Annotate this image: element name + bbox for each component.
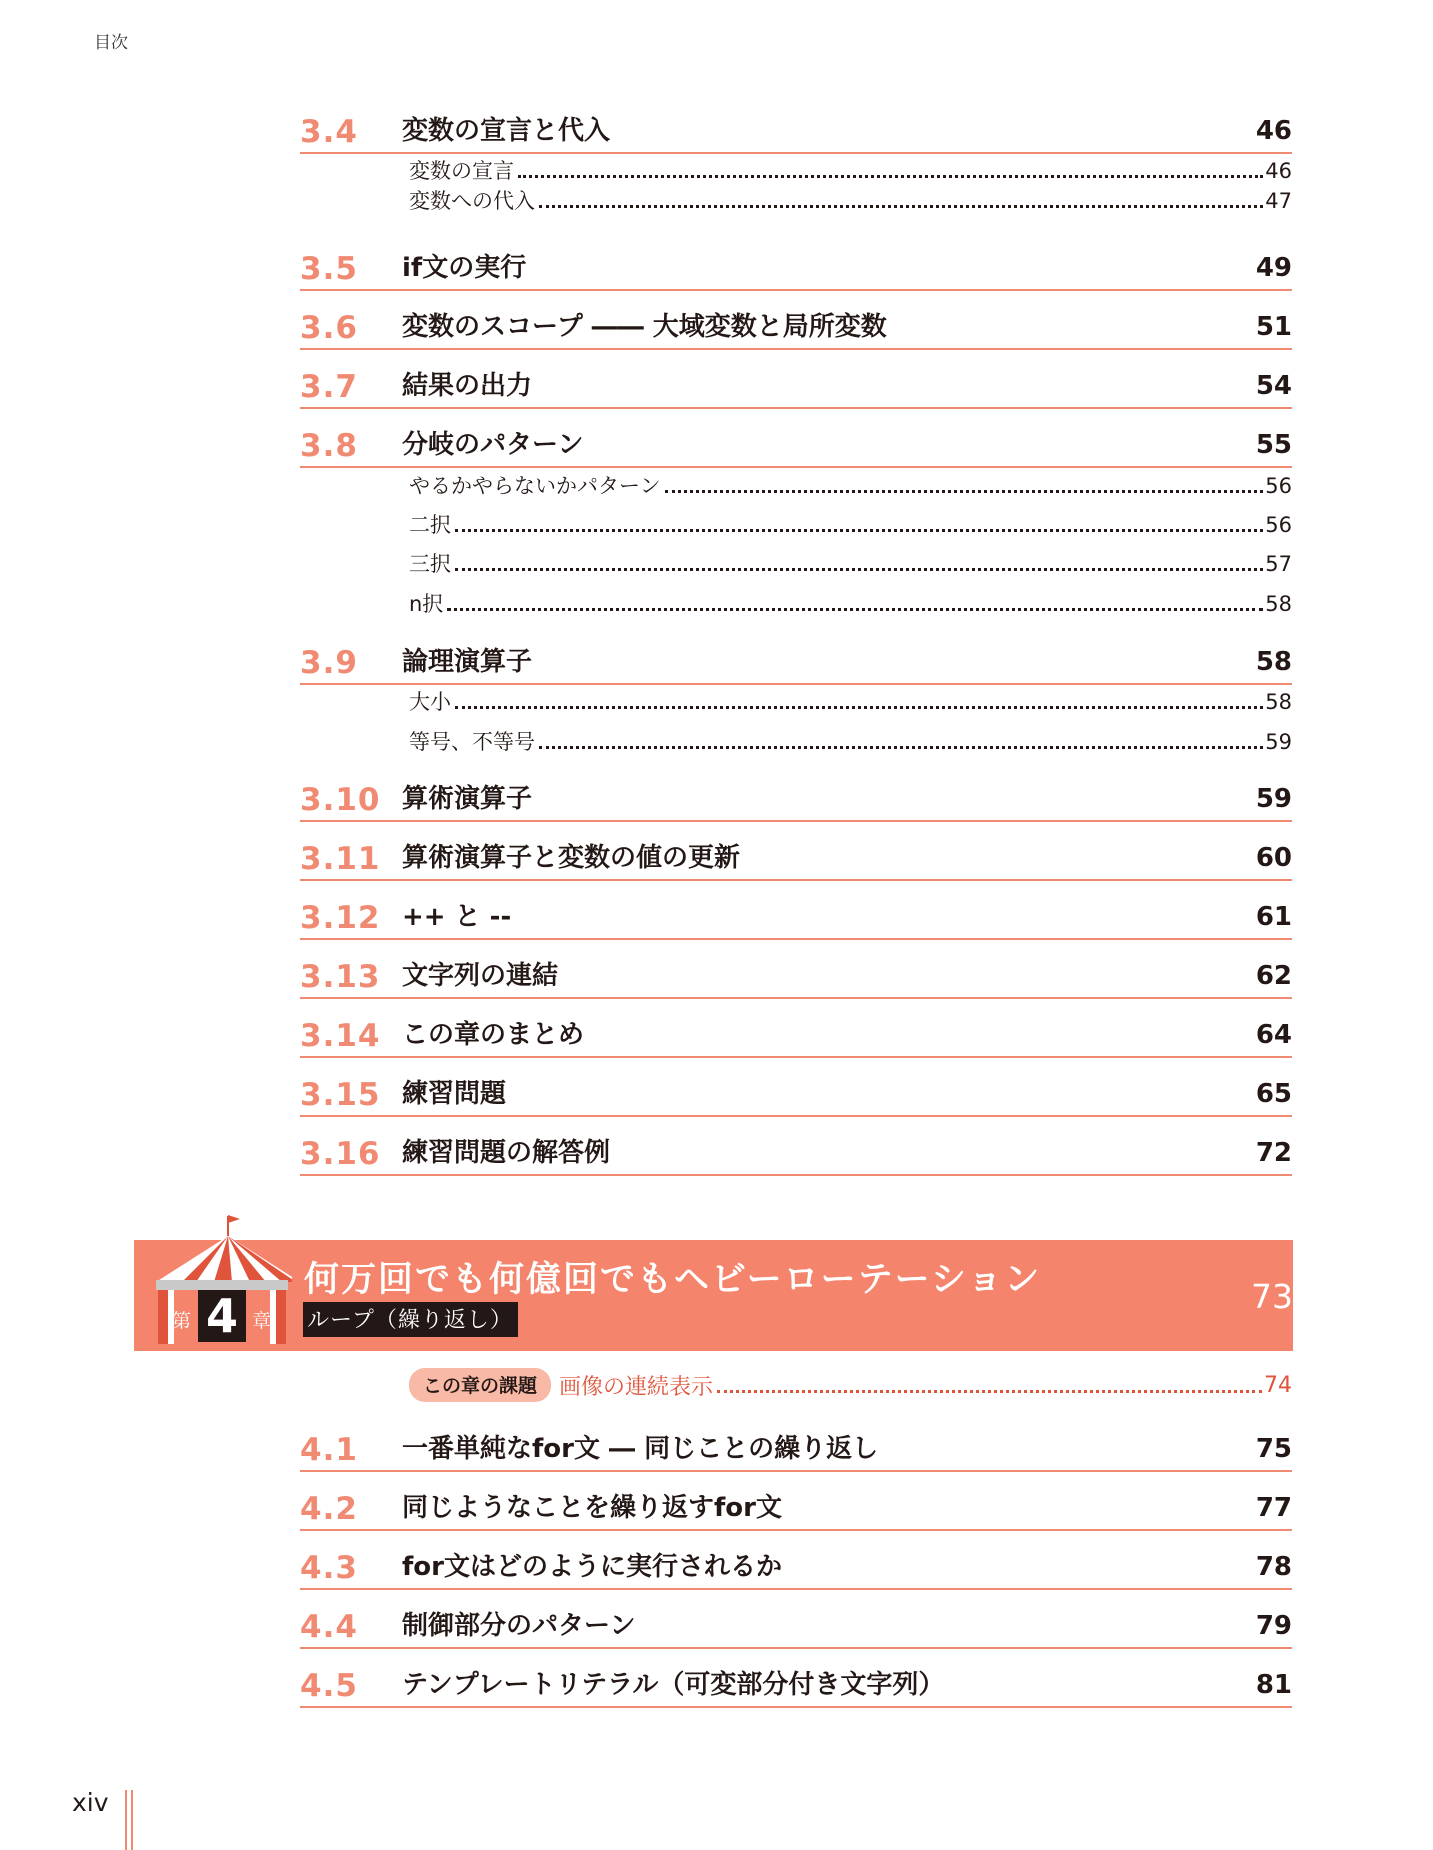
section-number: 3.11 [300, 841, 381, 877]
dot-leader [665, 490, 1264, 493]
toc-section-4-5[interactable] [300, 1664, 1292, 1708]
section-title: 結果の出力 [402, 371, 533, 401]
section-title: if文の実行 [402, 253, 527, 283]
toc-section-3-9[interactable] [300, 641, 1292, 685]
toc-section-3-5[interactable] [300, 247, 1292, 291]
section-page: 51 [1255, 312, 1292, 342]
subsection-page: 46 [1265, 159, 1292, 183]
toc-subsection[interactable] [409, 548, 1292, 578]
section-title: 分岐のパターン [402, 430, 584, 460]
section-page: 78 [1255, 1552, 1292, 1582]
section-page: 59 [1255, 784, 1292, 814]
toc-section-3-4[interactable] [300, 110, 1292, 154]
toc-section-3-7[interactable] [300, 365, 1292, 409]
section-number: 4.1 [300, 1432, 358, 1468]
section-page: 49 [1255, 253, 1292, 283]
section-title: for文はどのように実行されるか [402, 1552, 782, 1582]
section-number: 3.8 [300, 428, 358, 464]
section-title: 一番単純なfor文 ― 同じことの繰り返し [402, 1434, 879, 1464]
dot-leader [518, 175, 1263, 178]
subsection-page: 56 [1265, 474, 1292, 498]
subsection-page: 59 [1265, 730, 1292, 754]
toc-subsection[interactable] [409, 509, 1292, 539]
subsection-page: 47 [1265, 189, 1292, 213]
dot-leader [455, 529, 1263, 532]
section-title: 変数のスコープ ―― 大域変数と局所変数 [402, 312, 887, 342]
toc-section-4-2[interactable] [300, 1487, 1292, 1531]
section-title: 算術演算子と変数の値の更新 [402, 843, 741, 873]
page-number: xiv [72, 1788, 109, 1817]
section-title: テンプレートリテラル（可変部分付き文字列） [402, 1670, 945, 1700]
running-head: 目次 [94, 33, 128, 53]
dot-leader [455, 568, 1263, 571]
toc-section-4-3[interactable] [300, 1546, 1292, 1590]
toc-subsection[interactable] [409, 686, 1292, 716]
toc-section-3-10[interactable] [300, 778, 1292, 822]
section-page: 64 [1255, 1020, 1292, 1050]
subsection-page: 58 [1265, 690, 1292, 714]
subsection-label: 変数の宣言 [409, 159, 514, 183]
section-number: 3.10 [300, 782, 381, 818]
section-title: ++ と -- [402, 902, 512, 932]
toc-subsection[interactable] [409, 155, 1292, 185]
toc-subsection[interactable] [409, 470, 1292, 500]
section-number: 3.13 [300, 959, 381, 995]
section-number: 3.16 [300, 1136, 381, 1172]
dot-leader [539, 746, 1263, 749]
toc-section-4-1[interactable] [300, 1428, 1292, 1472]
subsection-label: 変数への代入 [409, 189, 535, 213]
section-title: 算術演算子 [402, 784, 533, 814]
section-page: 61 [1255, 902, 1292, 932]
section-title: 練習問題 [402, 1079, 507, 1109]
subsection-label: 三択 [409, 552, 451, 576]
dot-leader [539, 205, 1263, 208]
section-page: 79 [1255, 1611, 1292, 1641]
section-page: 77 [1255, 1493, 1292, 1523]
section-title: この章のまとめ [402, 1020, 585, 1050]
toc-subsection[interactable] [409, 726, 1292, 756]
chapter-suffix: 章 [252, 1310, 272, 1332]
subsection-page: 56 [1265, 513, 1292, 537]
toc-section-3-16[interactable] [300, 1132, 1292, 1176]
section-number: 4.3 [300, 1550, 358, 1586]
task-page: 74 [1264, 1372, 1292, 1398]
section-page: 60 [1255, 843, 1292, 873]
section-number: 3.6 [300, 310, 358, 346]
section-title: 練習問題の解答例 [402, 1138, 611, 1168]
section-number: 3.9 [300, 645, 358, 681]
section-page: 55 [1255, 430, 1292, 460]
section-number: 4.2 [300, 1491, 358, 1527]
chapter-title: 何万回でも何億回でもヘビーローテーション [304, 1260, 1042, 1300]
section-number: 3.7 [300, 369, 358, 405]
chapter-subtitle: ループ（繰り返し） [303, 1302, 518, 1337]
section-number: 4.4 [300, 1609, 358, 1645]
section-title: 文字列の連結 [402, 961, 559, 991]
toc-section-3-12[interactable] [300, 896, 1292, 940]
section-number: 4.5 [300, 1668, 358, 1704]
section-number: 3.12 [300, 900, 381, 936]
section-page: 58 [1255, 647, 1292, 677]
margin-rule [125, 1790, 127, 1850]
section-title: 論理演算子 [402, 647, 533, 677]
section-page: 46 [1255, 116, 1292, 146]
section-page: 65 [1255, 1079, 1292, 1109]
toc-section-3-13[interactable] [300, 955, 1292, 999]
subsection-label: 二択 [409, 513, 451, 537]
section-title: 同じようなことを繰り返すfor文 [402, 1493, 782, 1523]
section-number: 3.5 [300, 251, 358, 287]
section-page: 75 [1255, 1434, 1292, 1464]
section-number: 3.14 [300, 1018, 381, 1054]
section-page: 81 [1255, 1670, 1292, 1700]
chapter-prefix: 第 [172, 1310, 192, 1332]
toc-section-4-4[interactable] [300, 1605, 1292, 1649]
section-title: 変数の宣言と代入 [402, 116, 611, 146]
toc-section-3-11[interactable] [300, 837, 1292, 881]
subsection-page: 57 [1265, 552, 1292, 576]
dot-leader [447, 608, 1263, 611]
section-number: 3.15 [300, 1077, 381, 1113]
toc-section-3-15[interactable] [300, 1073, 1292, 1117]
subsection-label: 等号、不等号 [409, 730, 535, 754]
section-page: 54 [1255, 371, 1292, 401]
section-title: 制御部分のパターン [402, 1611, 636, 1641]
margin-rule [131, 1790, 133, 1850]
chapter-number: 4 [198, 1290, 246, 1342]
toc-subsection[interactable] [409, 588, 1292, 618]
dot-leader [717, 1390, 1262, 1393]
subsection-label: n択 [409, 592, 444, 616]
subsection-label: 大小 [409, 690, 451, 714]
dot-leader [455, 706, 1263, 709]
toc-section-3-8[interactable] [300, 424, 1292, 468]
task-badge: この章の課題 [409, 1368, 551, 1402]
section-page: 72 [1255, 1138, 1292, 1168]
subsection-label: やるかやらないかパターン [409, 474, 661, 498]
toc-section-3-14[interactable] [300, 1014, 1292, 1058]
chapter-page: 73 [1251, 1277, 1293, 1316]
section-number: 3.4 [300, 114, 358, 150]
subsection-page: 58 [1265, 592, 1292, 616]
chapter-task[interactable] [409, 1368, 1292, 1402]
section-page: 62 [1255, 961, 1292, 991]
toc-section-3-6[interactable] [300, 306, 1292, 350]
task-label: 画像の連続表示 [559, 1374, 714, 1400]
toc-subsection[interactable] [409, 185, 1292, 215]
